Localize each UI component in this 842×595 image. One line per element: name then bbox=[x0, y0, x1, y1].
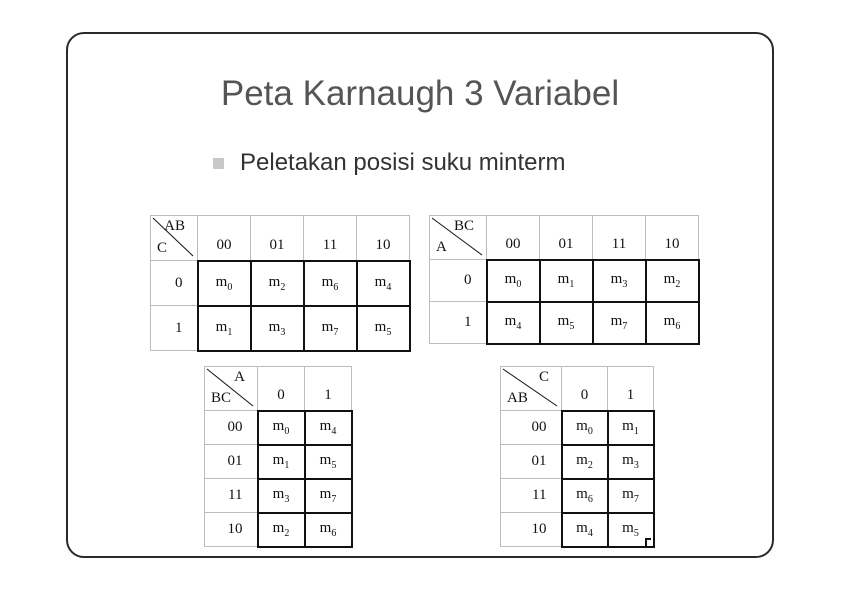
minterm-letter: m bbox=[610, 271, 623, 287]
minterm-index: 7 bbox=[331, 494, 337, 505]
minterm-index: 7 bbox=[622, 321, 628, 332]
minterm-index: 5 bbox=[386, 326, 392, 338]
minterm-index: 4 bbox=[587, 528, 593, 539]
kmap-column-header: 01 bbox=[251, 216, 304, 261]
minterm-letter: m bbox=[215, 318, 228, 335]
minterm-letter: m bbox=[663, 313, 676, 329]
kmap-corner-label bbox=[151, 216, 198, 261]
kmap-minterm-cell bbox=[304, 306, 357, 351]
minterm-letter: m bbox=[663, 271, 676, 287]
kmap-minterm-cell bbox=[646, 302, 699, 344]
kmap-top-variables: BC bbox=[453, 218, 474, 234]
kmap-column-header: 11 bbox=[304, 216, 357, 261]
minterm-index: 6 bbox=[675, 321, 681, 332]
minterm-letter: m bbox=[215, 273, 228, 290]
minterm-index: 6 bbox=[331, 528, 337, 539]
kmap-ab-c bbox=[150, 215, 411, 352]
kmap-row-header: 1 bbox=[151, 306, 198, 351]
kmap-minterm-cell bbox=[357, 306, 410, 351]
kmap-side-variables: BC bbox=[211, 390, 232, 406]
minterm-letter: m bbox=[319, 452, 332, 468]
minterm-index: 1 bbox=[227, 326, 233, 338]
kmap-minterm-cell bbox=[487, 260, 540, 302]
kmap-minterm-cell bbox=[608, 445, 654, 479]
kmap-column-header: 1 bbox=[305, 367, 352, 411]
minterm-index: 6 bbox=[587, 494, 593, 505]
kmap-top-variables: A bbox=[234, 369, 245, 385]
kmap-minterm-cell bbox=[258, 411, 305, 445]
minterm-letter: m bbox=[576, 452, 588, 468]
minterm-index: 3 bbox=[280, 326, 286, 338]
kmap-minterm-cell bbox=[608, 479, 654, 513]
kmap-minterm-cell bbox=[305, 411, 352, 445]
kmap-side-variables: C bbox=[157, 240, 168, 256]
minterm-index: 0 bbox=[587, 426, 593, 437]
minterm-index: 6 bbox=[333, 281, 339, 293]
minterm-letter: m bbox=[319, 486, 332, 502]
minterm-index: 2 bbox=[675, 279, 681, 290]
minterm-index: 0 bbox=[516, 279, 522, 290]
minterm-index: 3 bbox=[633, 460, 639, 471]
kmap-column-header: 10 bbox=[646, 216, 699, 260]
minterm-index: 3 bbox=[284, 494, 290, 505]
minterm-index: 4 bbox=[516, 321, 522, 332]
kmap-minterm-cell bbox=[304, 261, 357, 306]
kmap-row-header: 11 bbox=[205, 479, 258, 513]
minterm-letter: m bbox=[622, 486, 634, 502]
kmap-minterm-cell bbox=[305, 445, 352, 479]
minterm-letter: m bbox=[319, 520, 332, 536]
kmap-column-header: 10 bbox=[357, 216, 410, 261]
slide-title: Peta Karnaugh 3 Variabel bbox=[220, 74, 620, 113]
minterm-index: 7 bbox=[633, 494, 639, 505]
kmap-column-header: 11 bbox=[593, 216, 646, 260]
kmap-minterm-cell bbox=[562, 445, 608, 479]
kmap-row-header: 10 bbox=[205, 513, 258, 547]
kmap-side-variables: A bbox=[436, 239, 447, 255]
minterm-index: 0 bbox=[284, 426, 290, 437]
kmap-corner-label bbox=[205, 367, 258, 411]
minterm-letter: m bbox=[504, 313, 517, 329]
kmap-column-header: 00 bbox=[487, 216, 540, 260]
kmap-top-variables: C bbox=[538, 369, 549, 385]
kmap-bc-a bbox=[429, 215, 700, 345]
kmap-row-header: 1 bbox=[430, 302, 487, 344]
kmap-column-header: 01 bbox=[540, 216, 593, 260]
kmap-minterm-cell bbox=[258, 513, 305, 547]
kmap-row-header: 00 bbox=[501, 411, 562, 445]
bullet-item bbox=[213, 149, 565, 177]
bullet-square-icon bbox=[213, 158, 224, 169]
minterm-index: 1 bbox=[284, 460, 290, 471]
minterm-index: 2 bbox=[280, 281, 286, 293]
corner-mark bbox=[645, 538, 651, 546]
minterm-index: 1 bbox=[633, 426, 639, 437]
kmap-minterm-cell bbox=[646, 260, 699, 302]
kmap-minterm-cell bbox=[487, 302, 540, 344]
minterm-letter: m bbox=[557, 271, 570, 287]
kmap-row-header: 00 bbox=[205, 411, 258, 445]
kmap-minterm-cell bbox=[608, 411, 654, 445]
kmap-minterm-cell bbox=[198, 261, 251, 306]
minterm-letter: m bbox=[622, 520, 634, 536]
minterm-letter: m bbox=[622, 452, 634, 468]
kmap-minterm-cell bbox=[258, 445, 305, 479]
kmap-column-header: 0 bbox=[258, 367, 305, 411]
kmap-corner-label bbox=[501, 367, 562, 411]
minterm-letter: m bbox=[272, 452, 285, 468]
minterm-index: 5 bbox=[331, 460, 337, 471]
minterm-letter: m bbox=[610, 313, 623, 329]
minterm-letter: m bbox=[576, 520, 588, 536]
kmap-corner-label bbox=[430, 216, 487, 260]
minterm-index: 2 bbox=[284, 528, 290, 539]
minterm-letter: m bbox=[272, 486, 285, 502]
minterm-index: 1 bbox=[569, 279, 575, 290]
kmap-minterm-cell bbox=[251, 261, 304, 306]
minterm-letter: m bbox=[272, 520, 285, 536]
kmap-minterm-cell bbox=[357, 261, 410, 306]
minterm-letter: m bbox=[576, 486, 588, 502]
minterm-letter: m bbox=[504, 271, 517, 287]
minterm-letter: m bbox=[557, 313, 570, 329]
minterm-index: 4 bbox=[386, 281, 392, 293]
minterm-index: 7 bbox=[333, 326, 339, 338]
minterm-letter: m bbox=[272, 418, 285, 434]
minterm-letter: m bbox=[374, 318, 387, 335]
kmap-minterm-cell bbox=[562, 479, 608, 513]
kmap-minterm-cell bbox=[198, 306, 251, 351]
kmap-column-header: 00 bbox=[198, 216, 251, 261]
minterm-letter: m bbox=[622, 418, 634, 434]
minterm-letter: m bbox=[576, 418, 588, 434]
minterm-letter: m bbox=[321, 318, 334, 335]
kmap-a-bc bbox=[204, 366, 353, 548]
kmap-top-variables: AB bbox=[164, 218, 185, 234]
minterm-index: 2 bbox=[587, 460, 593, 471]
minterm-index: 4 bbox=[331, 426, 337, 437]
kmap-minterm-cell bbox=[562, 411, 608, 445]
kmap-row-header: 10 bbox=[501, 513, 562, 547]
kmap-minterm-cell bbox=[305, 513, 352, 547]
minterm-letter: m bbox=[374, 273, 387, 290]
minterm-letter: m bbox=[268, 273, 281, 290]
kmap-minterm-cell bbox=[258, 479, 305, 513]
kmap-minterm-cell bbox=[540, 302, 593, 344]
minterm-index: 0 bbox=[227, 281, 233, 293]
kmap-minterm-cell bbox=[540, 260, 593, 302]
minterm-index: 3 bbox=[622, 279, 628, 290]
kmap-minterm-cell bbox=[305, 479, 352, 513]
minterm-index: 5 bbox=[569, 321, 575, 332]
minterm-index: 5 bbox=[633, 528, 639, 539]
kmap-row-header: 11 bbox=[501, 479, 562, 513]
bullet-text: Peletakan posisi suku minterm bbox=[240, 149, 566, 176]
kmap-c-ab bbox=[500, 366, 655, 548]
kmap-row-header: 0 bbox=[151, 261, 198, 306]
kmap-side-variables: AB bbox=[507, 390, 528, 406]
kmap-minterm-cell bbox=[562, 513, 608, 547]
minterm-letter: m bbox=[319, 418, 332, 434]
minterm-letter: m bbox=[321, 273, 334, 290]
kmap-row-header: 0 bbox=[430, 260, 487, 302]
minterm-letter: m bbox=[268, 318, 281, 335]
kmap-minterm-cell bbox=[251, 306, 304, 351]
kmap-column-header: 1 bbox=[608, 367, 654, 411]
kmap-row-header: 01 bbox=[205, 445, 258, 479]
kmap-minterm-cell bbox=[593, 302, 646, 344]
kmap-minterm-cell bbox=[593, 260, 646, 302]
kmap-column-header: 0 bbox=[562, 367, 608, 411]
kmap-row-header: 01 bbox=[501, 445, 562, 479]
